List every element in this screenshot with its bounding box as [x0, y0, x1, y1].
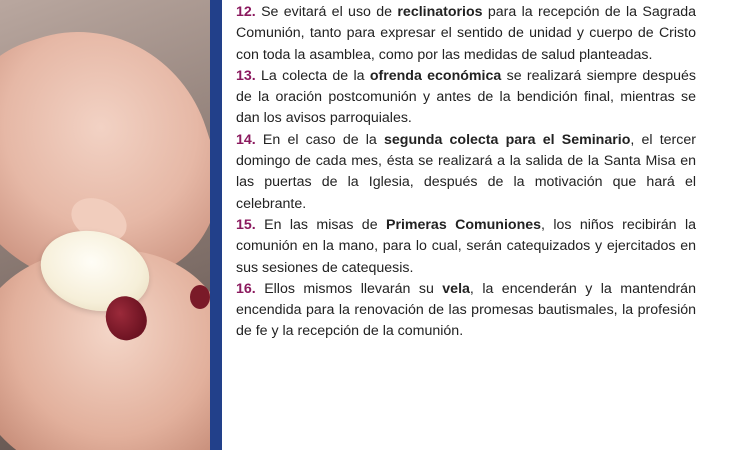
item-text: La colecta de la	[261, 67, 365, 84]
item-text: , la encenderán y la mantendrán encendida para la renovación de las promesas bautismales, la profesión de fe y la recepción de la comunión.	[236, 280, 696, 340]
item-number: 16.	[236, 280, 256, 297]
painted-nail	[190, 285, 210, 309]
item-highlight: reclinatorios	[397, 4, 483, 20]
guideline-item-12	[236, 2, 696, 66]
blue-separator-band	[210, 0, 222, 450]
item-text: En el caso de la	[262, 131, 377, 148]
item-text: Se evitará el uso de	[261, 4, 393, 20]
guideline-item-14	[236, 130, 696, 215]
item-highlight: Primeras Comuniones	[385, 216, 542, 233]
guideline-item-16	[236, 279, 696, 343]
item-text: para la recepción de la Sagrada Comunión, tanto para expresar el sentido de unidad y cuerpo de Cristo con toda la asamblea, como por las medidas de salud planteadas.	[236, 4, 696, 63]
item-number: 13.	[236, 67, 256, 84]
item-text: se realizará siempre después de la oración postcomunión y antes de la bendición final, mientras se dan los avisos parroquiales.	[236, 67, 696, 127]
item-text: , el tercer domingo de cada mes, ésta se realizará a la salida de la Santa Misa en las puertas de la Iglesia, después de la motivación que hará el celebrante.	[236, 131, 696, 212]
item-text: En las misas de	[264, 216, 378, 233]
item-text: Ellos mismos llevarán su	[264, 280, 434, 297]
item-text: , los niños recibirán la comunión en la mano, para lo cual, serán catequizados y ejercitados en sus sesiones de catequesis.	[236, 216, 696, 276]
item-number: 12.	[236, 4, 256, 20]
guideline-item-15	[236, 215, 696, 279]
item-number: 15.	[236, 216, 256, 233]
guidelines-text	[236, 2, 696, 343]
item-highlight: ofrenda económica	[369, 67, 502, 84]
guideline-item-13	[236, 66, 696, 130]
item-highlight: segunda colecta para el Seminario	[384, 131, 631, 148]
item-highlight: vela	[442, 280, 470, 297]
communion-photo	[0, 0, 210, 450]
item-number: 14.	[236, 131, 256, 148]
